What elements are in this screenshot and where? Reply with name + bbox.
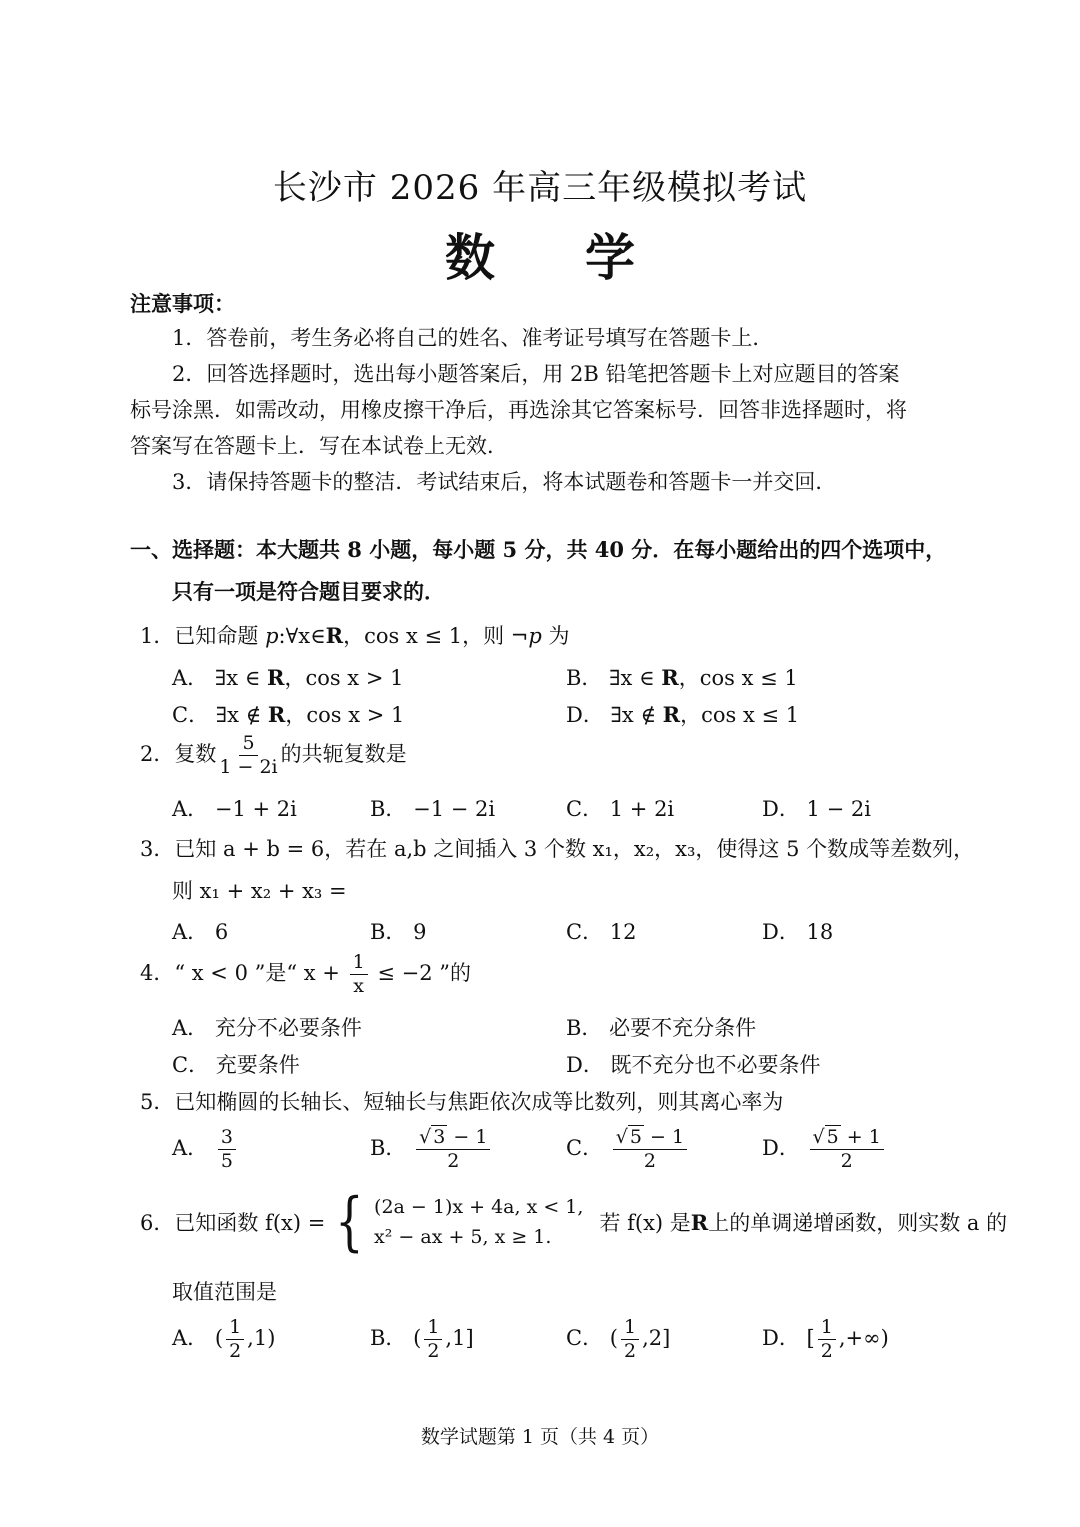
question-3-line2: 则 x₁ + x₂ + x₃ = bbox=[172, 879, 347, 903]
question-6-line2: 取值范围是 bbox=[172, 1280, 277, 1304]
q2-option-a: A． −1 + 2i bbox=[172, 797, 297, 821]
section-heading-line1: 一、选择题：本大题共 8 小题，每小题 5 分，共 40 分．在每小题给出的四个选项中， bbox=[130, 537, 947, 562]
q1-option-d: D． ∃x ∉ R，cos x ≤ 1 bbox=[566, 702, 800, 727]
page-footer: 数学试题第 1 页（共 4 页） bbox=[420, 1426, 660, 1448]
q1-option-b: B． ∃x ∈ R，cos x ≤ 1 bbox=[566, 665, 798, 690]
note-item-2-cont2: 答案写在答题卡上．写在本试卷上无效． bbox=[130, 434, 508, 458]
subject-title: 数学 bbox=[445, 228, 725, 287]
note-item-2: 2．回答选择题时，选出每小题答案后，用 2B 铅笔把答题卡上对应题目的答案 bbox=[172, 362, 900, 386]
q6-option-c: C． ( $\frac{1}{2}$ ,2] bbox=[566, 1316, 671, 1362]
note-item-1: 1．答卷前，考生务必将自己的姓名、准考证号填写在答题卡上． bbox=[172, 326, 774, 350]
section-heading-line2: 只有一项是符合题目要求的． bbox=[172, 579, 445, 604]
q6-option-b: B． ( $\frac{1}{2}$ ,1] bbox=[370, 1316, 474, 1362]
q4-option-c: C． 充要条件 bbox=[172, 1053, 300, 1077]
q6-option-d: D． [ $\frac{1}{2}$ ,+∞) bbox=[762, 1316, 889, 1362]
q5-option-c: C． $\frac{√ 5 - 1}{2}$ bbox=[566, 1128, 690, 1171]
q2-option-c: C． 1 + 2i bbox=[566, 797, 675, 821]
q4-option-b: B． 必要不充分条件 bbox=[566, 1016, 757, 1040]
question-6: 6． 已知函数 f(x) = { (2a − 1)x + 4a, x < 1, x² − ax + 5, x ≥ 1. 若 f(x) 是 R 上的单调递增函数，则实数 a 的 bbox=[140, 1185, 1008, 1259]
question-4: 4．“ x < 0 ”是“ x + $\frac{1}{x}$ ≤ −2 ”的 bbox=[140, 951, 471, 997]
question-1: 1．已知命题 p:∀x∈R，cos x ≤ 1，则 ¬p 为 bbox=[140, 623, 570, 648]
case-2: x² − ax + 5, x ≥ 1. bbox=[374, 1226, 552, 1248]
q3-option-b: B． 9 bbox=[370, 920, 427, 944]
piecewise-brace: { (2a − 1)x + 4a, x < 1, x² − ax + 5, x ≥ 1. bbox=[335, 1185, 584, 1259]
q2-option-d: D． 1 − 2i bbox=[762, 797, 871, 821]
q4-option-d: D． 既不充分也不必要条件 bbox=[566, 1053, 821, 1077]
note-item-3: 3．请保持答题卡的整洁．考试结束后，将本试题卷和答题卡一并交回． bbox=[172, 470, 837, 494]
q2-fraction: $\frac{5}{1 - 2i}$ bbox=[219, 732, 278, 778]
q3-option-d: D． 18 bbox=[762, 920, 834, 944]
q3-option-a: A． 6 bbox=[172, 920, 229, 944]
q1-option-a: A． ∃x ∈ R，cos x > 1 bbox=[172, 665, 404, 690]
q4-fraction: $\frac{1}{x}$ bbox=[350, 953, 368, 996]
q5-option-a: A． $\frac{3}{5}$ bbox=[172, 1128, 239, 1171]
notes-heading: 注意事项： bbox=[130, 291, 235, 316]
case-1: (2a − 1)x + 4a, x < 1, bbox=[374, 1196, 584, 1218]
question-5: 5．已知椭圆的长轴长、短轴长与焦距依次成等比数列，则其离心率为 bbox=[140, 1090, 784, 1114]
q5-option-b: B． $\frac{√ 3 - 1}{2}$ bbox=[370, 1128, 493, 1171]
q4-option-a: A． 充分不必要条件 bbox=[172, 1016, 362, 1040]
q6-option-a: A． ( $\frac{1}{2}$ ,1) bbox=[172, 1316, 276, 1362]
exam-title: 长沙市 2026 年高三年级模拟考试 bbox=[272, 168, 808, 208]
question-3: 3．已知 a + b = 6，若在 a,b 之间插入 3 个数 x₁，x₂，x₃，使得这 5 个数成等差数列， bbox=[140, 837, 975, 861]
q1-option-c: C． ∃x ∉ R，cos x > 1 bbox=[172, 702, 405, 727]
q5-option-d: D． $\frac{√ 5 + 1}{2}$ bbox=[762, 1128, 887, 1171]
q2-option-b: B． −1 − 2i bbox=[370, 797, 496, 821]
q3-option-c: C． 12 bbox=[566, 920, 637, 944]
note-item-2-cont1: 标号涂黑．如需改动，用橡皮擦干净后，再选涂其它答案标号．回答非选择题时，将 bbox=[130, 398, 907, 422]
question-2: 2．复数 $\frac{5}{1 - 2i}$ 的共轭复数是 bbox=[140, 732, 407, 778]
